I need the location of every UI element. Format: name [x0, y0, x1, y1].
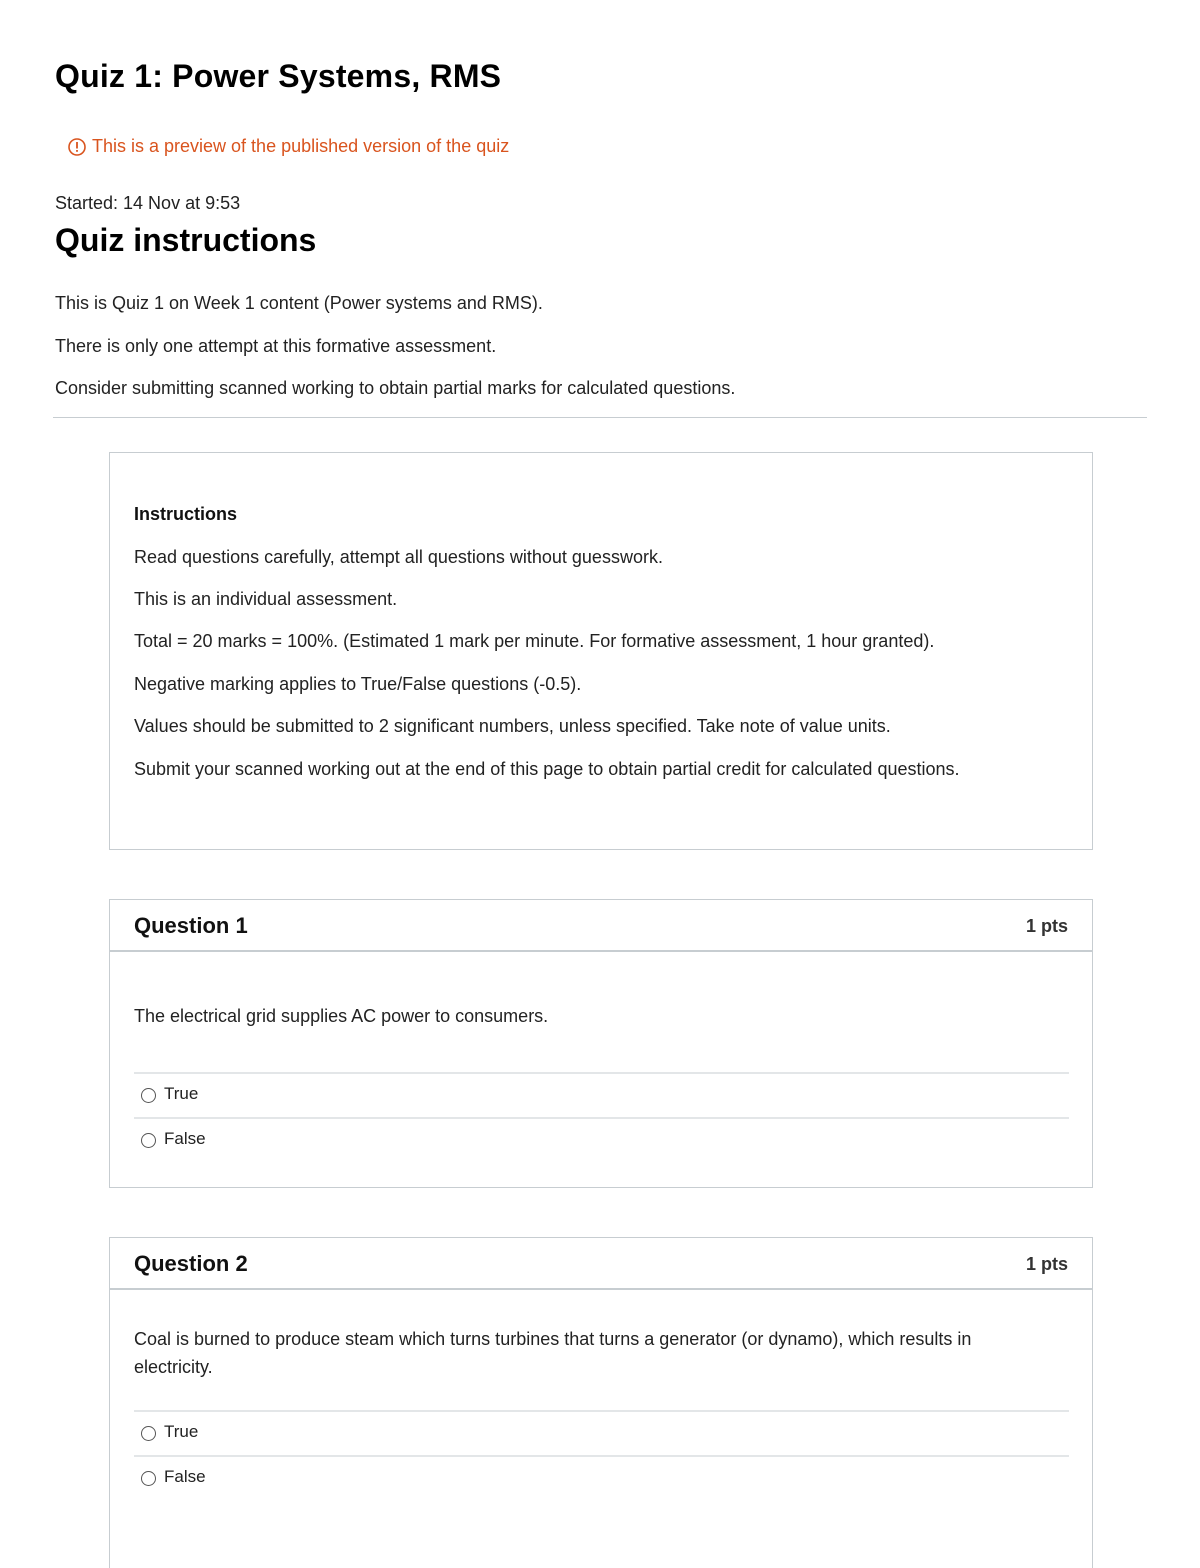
question-card-2: [109, 1237, 1093, 1568]
answer-label[interactable]: True: [164, 1422, 199, 1441]
instruction-line: Total = 20 marks = 100%. (Estimated 1 mark per minute. For formative assessment, 1 hour granted).: [134, 631, 935, 651]
question-points: 1 pts: [1025, 916, 1068, 936]
preview-notice-text: This is a preview of the published version of the quiz: [92, 136, 510, 156]
radio-button[interactable]: [141, 1133, 156, 1148]
warning-icon: [68, 138, 86, 156]
question-title: Question 2: [134, 1251, 248, 1276]
answer-option-true[interactable]: [134, 1072, 1069, 1116]
instruction-line: This is an individual assessment.: [134, 589, 398, 609]
instruction-line: Submit your scanned working out at the end of this page to obtain partial credit for calculated questions.: [134, 759, 960, 779]
question-header: [110, 900, 1092, 952]
section-divider: [53, 417, 1147, 418]
page-title: Quiz 1: Power Systems, RMS: [55, 58, 502, 94]
instructions-box: [109, 452, 1093, 850]
instruction-line: Negative marking applies to True/False questions (-0.5).: [134, 674, 582, 694]
instructions-box-title: Instructions: [134, 504, 238, 524]
question-title: Question 1: [134, 913, 248, 938]
answer-label[interactable]: False: [164, 1467, 206, 1486]
intro-line: Consider submitting scanned working to obtain partial marks for calculated questions.: [55, 378, 736, 398]
started-timestamp: Started: 14 Nov at 9:53: [55, 193, 241, 213]
radio-button[interactable]: [141, 1426, 156, 1441]
question-header: [110, 1238, 1092, 1290]
question-text: Coal is burned to produce steam which turns turbines that turns a generator (or dynamo), which results in electricity.: [134, 1329, 972, 1377]
answer-label[interactable]: True: [164, 1084, 199, 1103]
question-points: 1 pts: [1025, 1254, 1068, 1274]
answer-label[interactable]: False: [164, 1129, 206, 1148]
answer-option-false[interactable]: [134, 1117, 1069, 1161]
question-card-1: [109, 899, 1093, 1188]
preview-notice: [68, 136, 509, 157]
instructions-heading: Quiz instructions: [55, 222, 317, 258]
radio-button[interactable]: [141, 1088, 156, 1103]
answer-option-false[interactable]: [134, 1455, 1069, 1499]
radio-button[interactable]: [141, 1471, 156, 1486]
instruction-line: Values should be submitted to 2 significant numbers, unless specified. Take note of value units.: [134, 716, 891, 736]
question-text: The electrical grid supplies AC power to consumers.: [134, 1006, 549, 1026]
intro-line: This is Quiz 1 on Week 1 content (Power systems and RMS).: [55, 293, 543, 313]
instruction-line: Read questions carefully, attempt all questions without guesswork.: [134, 547, 663, 567]
answer-option-true[interactable]: [134, 1410, 1069, 1454]
intro-line: There is only one attempt at this formative assessment.: [55, 336, 497, 356]
